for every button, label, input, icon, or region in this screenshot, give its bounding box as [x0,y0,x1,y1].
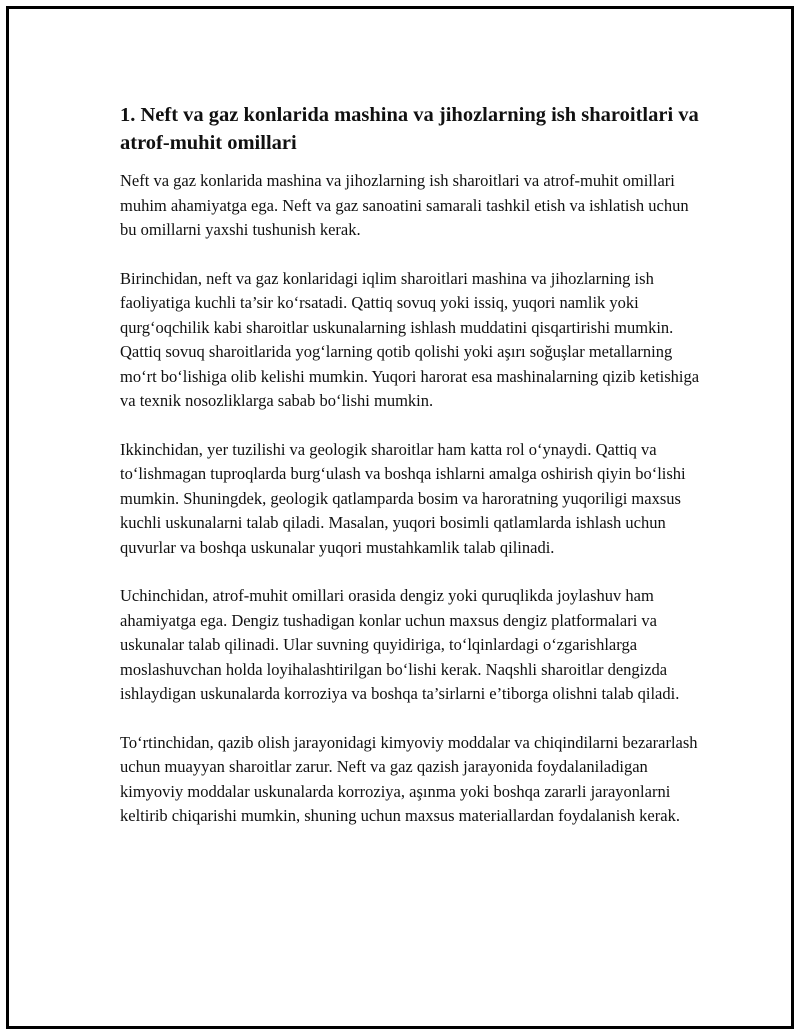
paragraph-climate: Birinchidan, neft va gaz konlaridagi iqlim sharoitlari mashina va jihozlarning ish faoliyatiga kuchli ta’sir ko‘rsatadi. Qattiq sovuq yoki issiq, yuqori namlik yoki qurg‘oqchilik kabi sharoitlar uskunalarning ishlash muddatini qisqartirishi mumkin. Qattiq sovuq sharoitlarida yog‘larning qotib qolishi yoki aşırı soğuşlar metallarning mo‘rt bo‘lishiga olib kelishi mumkin. Yuqori harorat esa mashinalarning qizib ketishiga va texnik nosozliklarga sabab bo‘lishi mumkin. [120,268,700,410]
page-frame [6,6,794,1029]
document-body [120,101,705,853]
paragraph-intro: Neft va gaz konlarida mashina va jihozlarning ish sharoitlari va atrof-muhit omillari muhim ahamiyatga ega. Neft va gaz sanoatini samarali tashkil etish va ishlatish uchun bu omillarni yaxshi tushunish kerak. [120,171,689,239]
paragraph-geology: Ikkinchidan, yer tuzilishi va geologik sharoitlar ham katta rol o‘ynaydi. Qattiq va to‘lishmagan tuproqlarda burg‘ulash va boshqa ishlarni amalga oshirish qiyin bo‘lishi mumkin. Shuningdek, geologik qatlamparda bosim va haroratning yuqoriligi maxsus kuchli uskunalarni talab qiladi. Masalan, yuqori bosimli qatlamlarda ishlash uchun quvurlar va boshqa uskunalar yuqori mustahkamlik talab qilinadi. [120,439,686,557]
section-heading: 1. Neft va gaz konlarida mashina va jihozlarning ish sharoitlari va atrof-muhit omillari [120,104,699,154]
paragraph-chemicals: To‘rtinchidan, qazib olish jarayonidagi kimyoviy moddalar va chiqindilarni bezararlash uchun muayyan sharoitlar zarur. Neft va gaz qazish jarayonida foydalaniladigan kimyoviy moddalar uskunalarda korroziya, aşınma yoki boshqa zararli jarayonlarni keltirib chiqarishi mumkin, shuning uchun maxsus materiallardan foydalanish kerak. [120,732,698,825]
paragraph-location: Uchinchidan, atrof-muhit omillari orasida dengiz yoki quruqlikda joylashuv ham ahamiyatga ega. Dengiz tushadigan konlar uchun maxsus dengiz platformalari va uskunalar talab qilinadi. Ular suvning quyidiriga, to‘lqinlardagi o‘zgarishlarga moslashuvchan holda loyihalashtirilgan bo‘lishi kerak. Naqshli sharoitlar dengizda ishlaydigan uskunalarda korroziya va boshqa ta’sirlarni e’tiborga olishni talab qiladi. [120,586,680,703]
